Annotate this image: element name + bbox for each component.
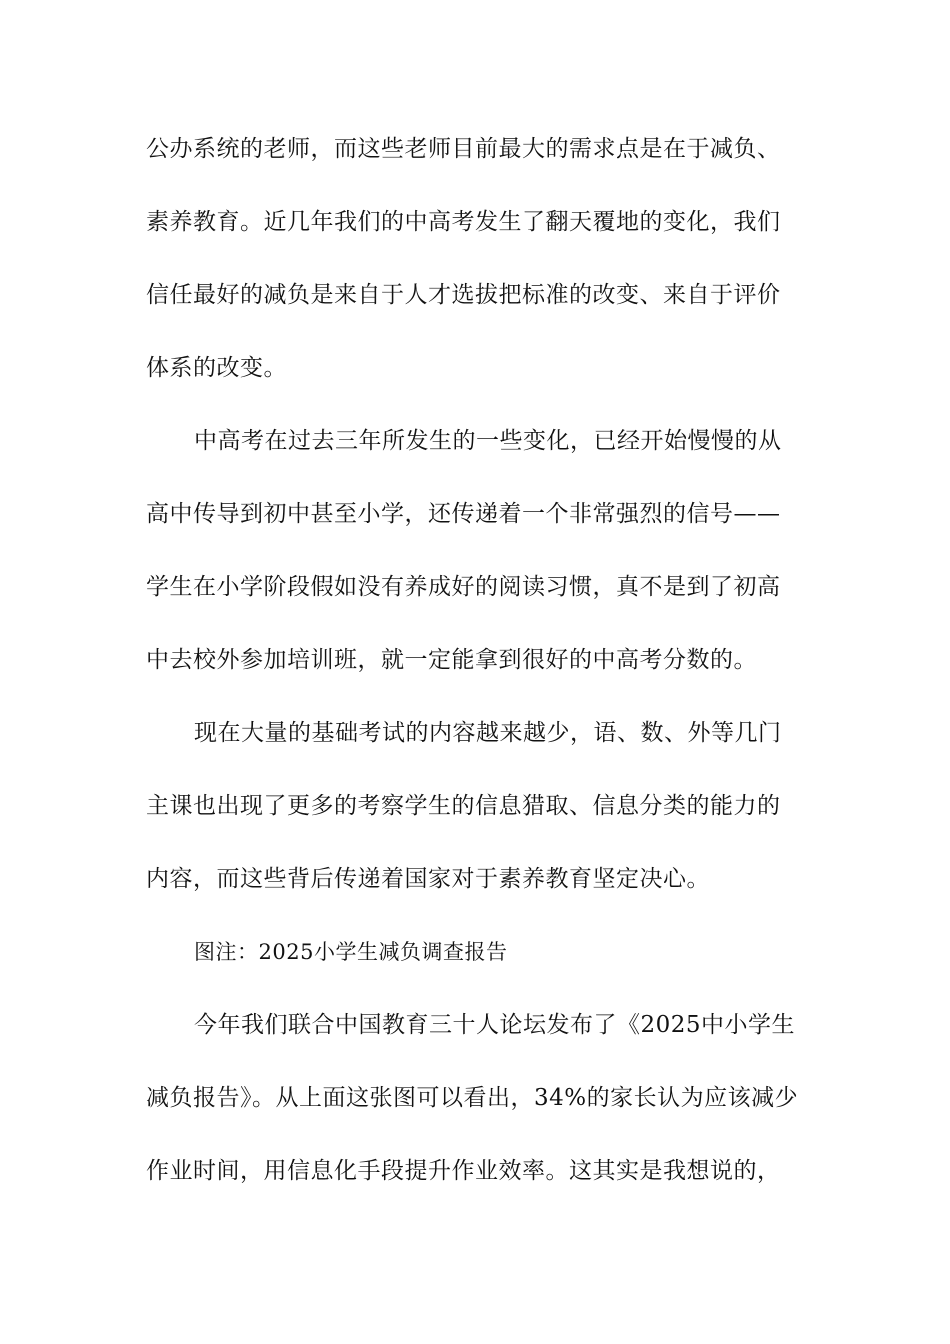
- paragraph-1-line-4: 体系的改变。: [146, 355, 287, 381]
- figure-caption: 图注：2025小学生减负调查报告: [194, 940, 508, 964]
- paragraph-1-line-2: 素养教育。近几年我们的中高考发生了翻天覆地的变化，我们: [146, 209, 781, 235]
- paragraph-3-line-1: 现在大量的基础考试的内容越来越少，语、数、外等几门: [194, 720, 782, 746]
- paragraph-2-line-3: 学生在小学阶段假如没有养成好的阅读习惯，真不是到了初高: [146, 574, 781, 600]
- paragraph-4-line-3: 作业时间，用信息化手段提升作业效率。这其实是我想说的，: [146, 1158, 781, 1184]
- paragraph-2-line-2: 高中传导到初中甚至小学，还传递着一个非常强烈的信号——: [146, 501, 781, 527]
- paragraph-2-line-1: 中高考在过去三年所发生的一些变化，已经开始慢慢的从: [194, 428, 782, 454]
- paragraph-3-line-3: 内容，而这些背后传递着国家对于素养教育坚定决心。: [146, 866, 710, 892]
- paragraph-1-line-3: 信任最好的减负是来自于人才选拔把标准的改变、来自于评价: [146, 282, 781, 308]
- paragraph-2-line-4: 中去校外参加培训班，就一定能拿到很好的中高考分数的。: [146, 647, 757, 673]
- paragraph-4-line-1: 今年我们联合中国教育三十人论坛发布了《2025中小学生: [194, 1012, 796, 1038]
- paragraph-4-line-2: 减负报告》。从上面这张图可以看出，34%的家长认为应该减少: [146, 1085, 799, 1111]
- paragraph-3-line-2: 主课也出现了更多的考察学生的信息猎取、信息分类的能力的: [146, 793, 781, 819]
- paragraph-1-line-1: 公办系统的老师，而这些老师目前最大的需求点是在于减负、: [146, 136, 781, 162]
